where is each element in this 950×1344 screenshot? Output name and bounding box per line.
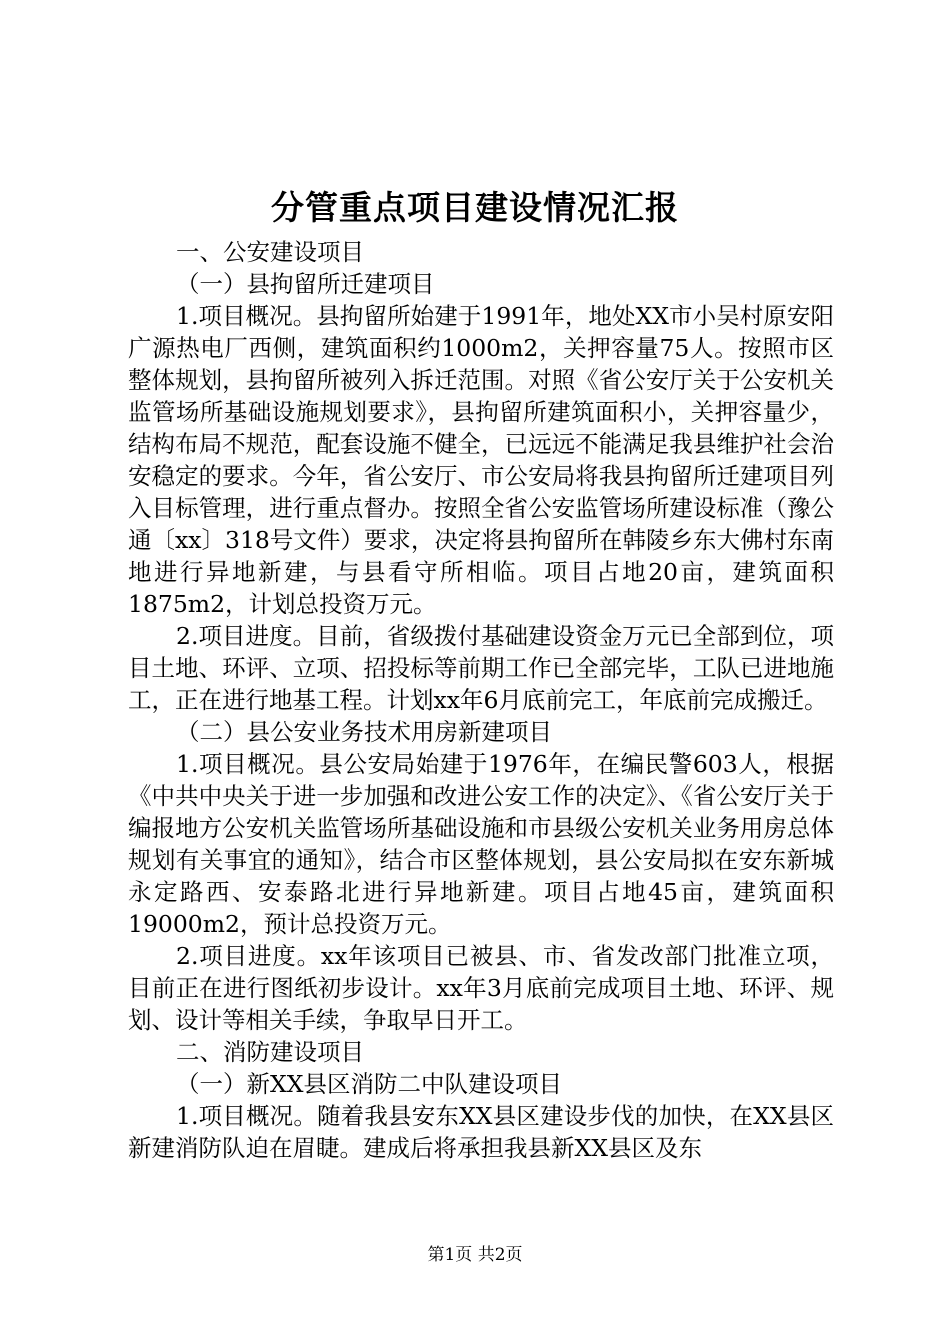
paragraph: 1.项目概况。随着我县安东XX县区建设步伐的加快，在XX县区新建消防队迫在眉睫。建成后将承担我县新XX县区及东	[128, 1102, 834, 1162]
document-body	[128, 236, 834, 1164]
paragraph: 2.项目进度。xx年该项目已被县、市、省发改部门批准立项，目前正在进行图纸初步设计。xx年3月底前完成项目土地、环评、规划、设计等相关手续，争取早日开工。	[128, 942, 834, 1034]
paragraph: 1.项目概况。县拘留所始建于1991年，地处XX市小吴村原安阳广源热电厂西侧，建筑面积约1000m2，关押容量75人。按照市区整体规划，县拘留所被列入拆迁范围。对照《省公安厅关于公安机关监管场所基础设施规划要求》，县拘留所建筑面积小，关押容量少，结构布局不规范，配套设施不健全，已远远不能满足我县维护社会治安稳定的要求。今年，省公安厅、市公安局将我县拘留所迁建项目列入目标管理，进行重点督办。按照全省公安监管场所建设标准（豫公通〔xx〕318号文件）要求，决定将县拘留所在韩陵乡东大佛村东南地进行异地新建，与县看守所相临。项目占地20亩，建筑面积1875m2，计划总投资万元。	[128, 302, 834, 618]
paragraph: 1.项目概况。县公安局始建于1976年，在编民警603人，根据《中共中央关于进一步加强和改进公安工作的决定》、《省公安厅关于编报地方公安机关监管场所基础设施和市县级公安机关业务用房总体规划有关事宜的通知》，结合市区整体规划，县公安局拟在安东新城永定路西、安泰路北进行异地新建。项目占地45亩，建筑面积19000m2，预计总投资万元。	[128, 750, 834, 938]
subsection-heading: （一）新XX县区消防二中队建设项目	[176, 1070, 562, 1098]
subsection-heading: （一）县拘留所迁建项目	[176, 270, 435, 298]
document-title: 分管重点项目建设情况汇报	[271, 188, 679, 227]
section-heading: 二、消防建设项目	[176, 1038, 364, 1066]
section-heading: 一、公安建设项目	[176, 238, 364, 266]
paragraph: 2.项目进度。目前，省级拨付基础建设资金万元已全部到位，项目土地、环评、立项、招投标等前期工作已全部完毕，工队已进地施工，正在进行地基工程。计划xx年6月底前完工，年底前完成搬迁。	[128, 622, 834, 714]
subsection-heading: （二）县公安业务技术用房新建项目	[176, 718, 552, 746]
page-footer: 第1页 共2页	[427, 1245, 523, 1265]
